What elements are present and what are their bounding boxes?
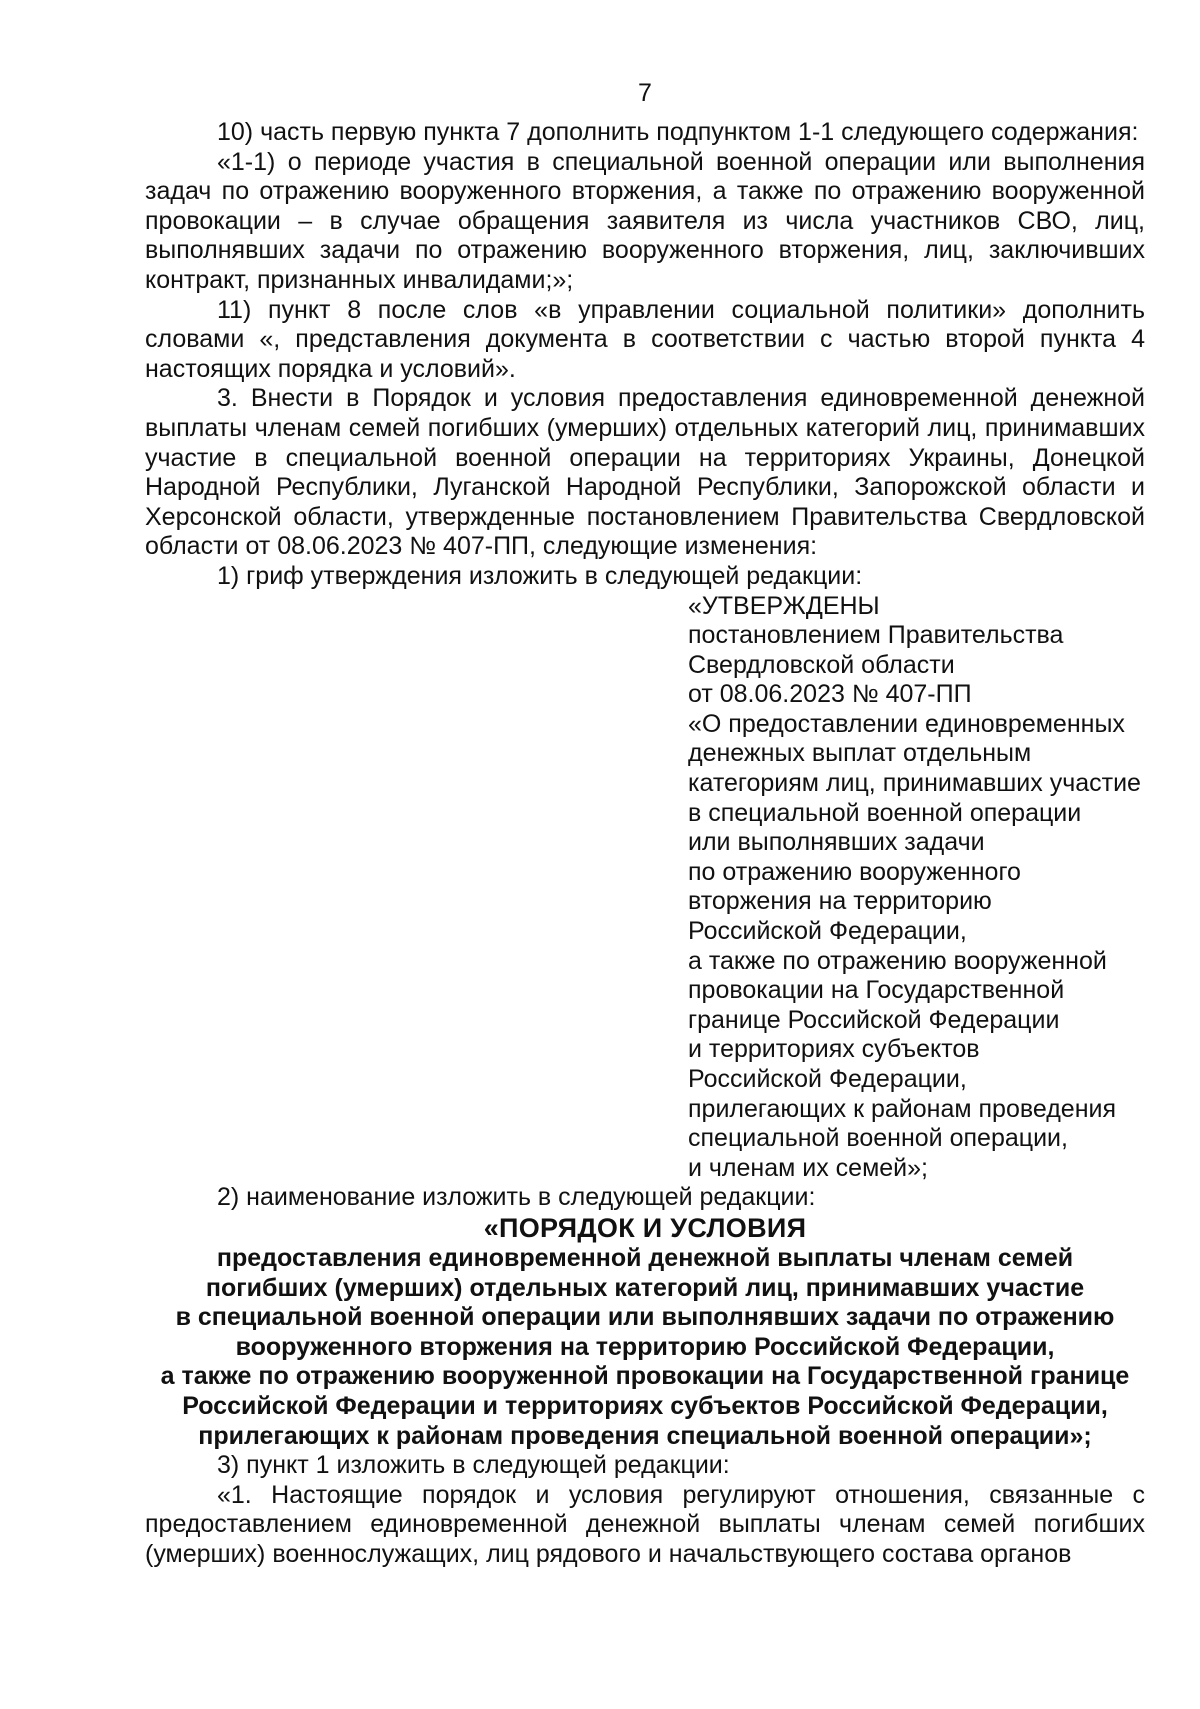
page-number: 7 [638, 79, 652, 107]
grif-line: в специальной военной операции [688, 798, 1082, 827]
grif-line: по отражению вооруженного [688, 857, 1021, 886]
grif-line: и членам их семей»; [688, 1153, 928, 1182]
title-line: вооруженного вторжения на территорию Российской Федерации, [235, 1332, 1055, 1361]
grif-line: Российской Федерации, [688, 917, 967, 946]
title-line: а также по отражению вооруженной провокации на Государственной границе [160, 1362, 1130, 1391]
paragraph-item-1-text: «1. Настоящие порядок и условия регулируют отношения, связанные с предоставлением единовременной денежной выплаты членам семей погибших (умерших) военнослужащих, лиц рядового и начальствующего состава органов [145, 1480, 1145, 1568]
grif-line: «О предоставлении единовременных [688, 709, 1125, 738]
title-line: в специальной военной операции или выполнявших задачи по отражению [175, 1303, 1115, 1332]
paragraph-subitem-1-1: «1-1) о периоде участия в специальной военной операции или выполнения задач по отражению вооруженного вторжения, а также по отражению вооруженной провокации – в случае обращения заявителя из числа участников СВО, лиц, выполнявших задачи по отражению вооруженного вторжения, лиц, заключивших контракт, признанных инвалидами;»; [145, 147, 1145, 294]
title-line: предоставления единовременной денежной выплаты членам семей [216, 1243, 1074, 1272]
grif-line: Российской Федерации, [688, 1065, 967, 1093]
document-title [145, 1213, 1145, 1451]
grif-line: категориям лиц, принимавших участие [688, 769, 1141, 798]
grif-line: а также по отражению вооруженной [688, 946, 1107, 975]
paragraph-item-11: 11) пункт 8 после слов «в управлении социальной политики» дополнить словами «, представления документа в соответствии с частью второй пункта 4 настоящих порядка и условий». [145, 295, 1145, 383]
paragraph-item-10: 10) часть первую пункта 7 дополнить подпунктом 1-1 следующего содержания: [217, 118, 1139, 146]
grif-line: «УТВЕРЖДЕНЫ [688, 591, 880, 620]
grif-line: границе Российской Федерации [688, 1005, 1060, 1034]
grif-line: постановлением Правительства [688, 621, 1064, 650]
title-line: прилегающих к районам проведения специальной военной операции»; [198, 1421, 1092, 1450]
grif-line: специальной военной операции, [688, 1124, 1068, 1153]
title-line: Российской Федерации и территориях субъектов Российской Федерации, [182, 1391, 1108, 1420]
paragraph-title-intro: 2) наименование изложить в следующей редакции: [217, 1183, 816, 1212]
grif-line: и территориях субъектов [688, 1035, 980, 1064]
title-line: погибших (умерших) отдельных категорий лиц, принимавших участие [205, 1273, 1085, 1302]
title-heading: «ПОРЯДОК И УСЛОВИЯ [483, 1212, 807, 1243]
paragraph-item-3-intro: 3) пункт 1 изложить в следующей редакции: [217, 1451, 730, 1480]
grif-line: или выполнявших задачи [688, 828, 985, 857]
grif-line: прилегающих к районам проведения [688, 1094, 1117, 1123]
grif-line: Свердловской области [688, 650, 955, 679]
approval-grif [688, 592, 1148, 1184]
document-body [145, 118, 1145, 1570]
grif-line: денежных выплат отдельным [688, 739, 1032, 768]
paragraph-grif-intro: 1) гриф утверждения изложить в следующей редакции: [217, 561, 863, 590]
grif-line: провокации на Государственной [688, 976, 1065, 1005]
grif-line: от 08.06.2023 № 407-ПП [688, 680, 972, 709]
grif-line: вторжения на территорию [688, 887, 992, 916]
paragraph-section-3: 3. Внести в Порядок и условия предоставления единовременной денежной выплаты членам семей погибших (умерших) отдельных категорий лиц, принимавших участие в специальной военной операции на территориях Украины, Донецкой Народной Республики, Луганской Народной Республики, Запорожской области и Херсонской области, утвержденные постановлением Правительства Свердловской области от 08.06.2023 № 407-ПП, следующие изменения: [145, 384, 1145, 561]
